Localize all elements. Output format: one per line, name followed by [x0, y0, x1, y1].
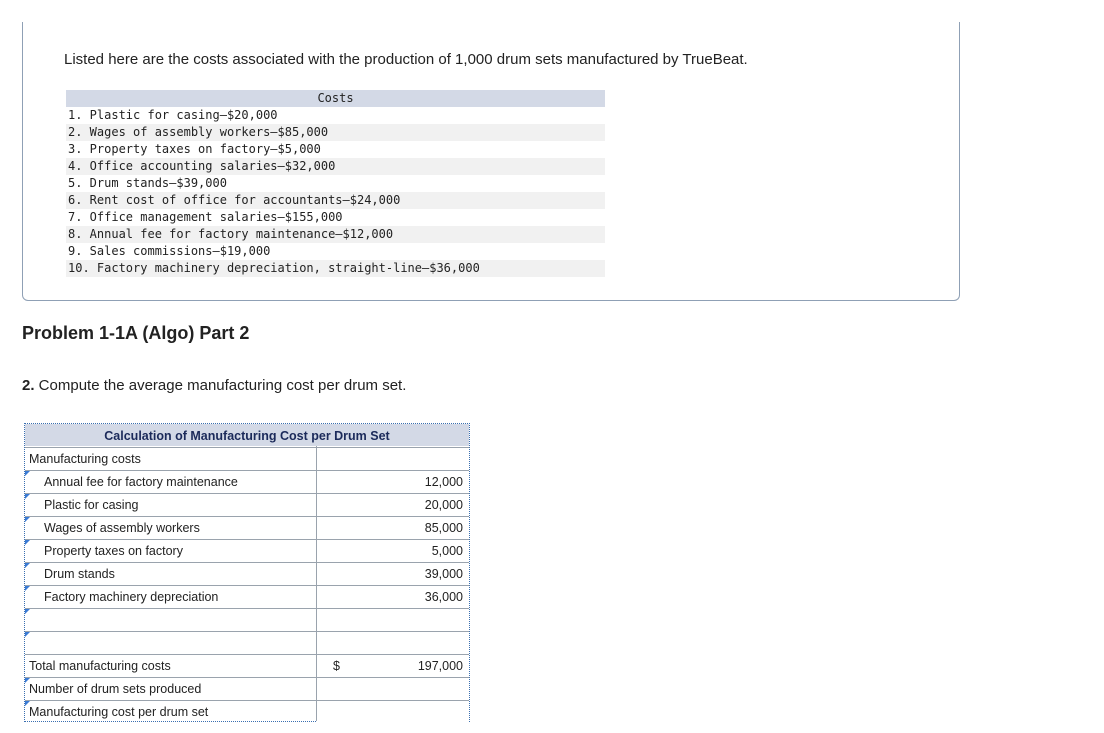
- cost-item: 10. Factory machinery depreciation, straight-line–$36,000: [66, 260, 605, 277]
- table-row: [25, 470, 469, 493]
- costs-header: Costs: [66, 90, 605, 107]
- cost-item: 6. Rent cost of office for accountants–$24,000: [66, 192, 605, 209]
- amount-input[interactable]: [317, 632, 469, 654]
- total-value: 197,000: [417, 659, 463, 673]
- cost-item: 4. Office accounting salaries–$32,000: [66, 158, 605, 175]
- question-body: Compute the average manufacturing cost per drum set.: [34, 377, 407, 394]
- cost-item: 3. Property taxes on factory–$5,000: [68, 142, 321, 156]
- cell-flag-icon: [25, 609, 30, 614]
- cell-flag-icon: [25, 517, 30, 522]
- costs-table: [66, 90, 605, 277]
- per-unit-input[interactable]: [317, 701, 469, 723]
- amount-input[interactable]: 12,000: [317, 471, 469, 493]
- cell-flag-icon: [25, 563, 30, 568]
- amount-input[interactable]: 36,000: [317, 586, 469, 608]
- question-text: [22, 377, 406, 394]
- section-row: [25, 447, 469, 470]
- cost-item: 1. Plastic for casing–$20,000: [68, 108, 278, 122]
- section-label: Manufacturing costs: [29, 452, 141, 466]
- cell-flag-icon: [25, 471, 30, 476]
- cost-item: 7. Office management salaries–$155,000: [68, 210, 343, 224]
- cost-item: 2. Wages of assembly workers–$85,000: [66, 124, 605, 141]
- per-unit-label: Manufacturing cost per drum set: [29, 705, 209, 719]
- per-unit-row: [25, 700, 469, 722]
- cell-flag-icon: [25, 632, 30, 637]
- cost-item: 8. Annual fee for factory maintenance–$12,000: [66, 226, 605, 243]
- table-row: [25, 493, 469, 516]
- units-input[interactable]: [317, 678, 469, 700]
- table-row: [25, 562, 469, 585]
- cell-flag-icon: [25, 586, 30, 591]
- cost-label-input[interactable]: Wages of assembly workers: [44, 521, 200, 535]
- cost-label-input[interactable]: Plastic for casing: [44, 498, 139, 512]
- cell-flag-icon: [25, 540, 30, 545]
- cost-label-input[interactable]: Factory machinery depreciation: [44, 590, 219, 604]
- cost-label-input[interactable]: Annual fee for factory maintenance: [44, 475, 238, 489]
- amount-input[interactable]: 39,000: [317, 563, 469, 585]
- units-label: Number of drum sets produced: [29, 682, 202, 696]
- amount-input[interactable]: 85,000: [317, 517, 469, 539]
- problem-title: Problem 1-1A (Algo) Part 2: [22, 323, 250, 343]
- table-row: [25, 516, 469, 539]
- table-row: [25, 631, 469, 654]
- intro-text: Listed here are the costs associated with the production of 1,000 drum sets manufactured by TrueBeat.: [64, 51, 748, 68]
- cell-flag-icon: [25, 494, 30, 499]
- table-row: [25, 585, 469, 608]
- cost-label-input[interactable]: Property taxes on factory: [44, 544, 183, 558]
- table-row: [25, 608, 469, 631]
- total-row: [25, 654, 469, 677]
- currency-sign: $: [333, 659, 340, 673]
- amount-input[interactable]: 5,000: [317, 540, 469, 562]
- total-label: Total manufacturing costs: [29, 659, 171, 673]
- units-row: [25, 677, 469, 700]
- cost-item: 9. Sales commissions–$19,000: [68, 244, 271, 258]
- cost-item: 5. Drum stands–$39,000: [68, 176, 227, 190]
- worksheet-title: Calculation of Manufacturing Cost per Drum Set: [25, 424, 469, 446]
- table-row: [25, 539, 469, 562]
- question-number: 2.: [22, 377, 35, 394]
- amount-input[interactable]: 20,000: [317, 494, 469, 516]
- manufacturing-cost-worksheet: [24, 423, 470, 722]
- amount-input[interactable]: [317, 609, 469, 631]
- cost-label-input[interactable]: Drum stands: [44, 567, 115, 581]
